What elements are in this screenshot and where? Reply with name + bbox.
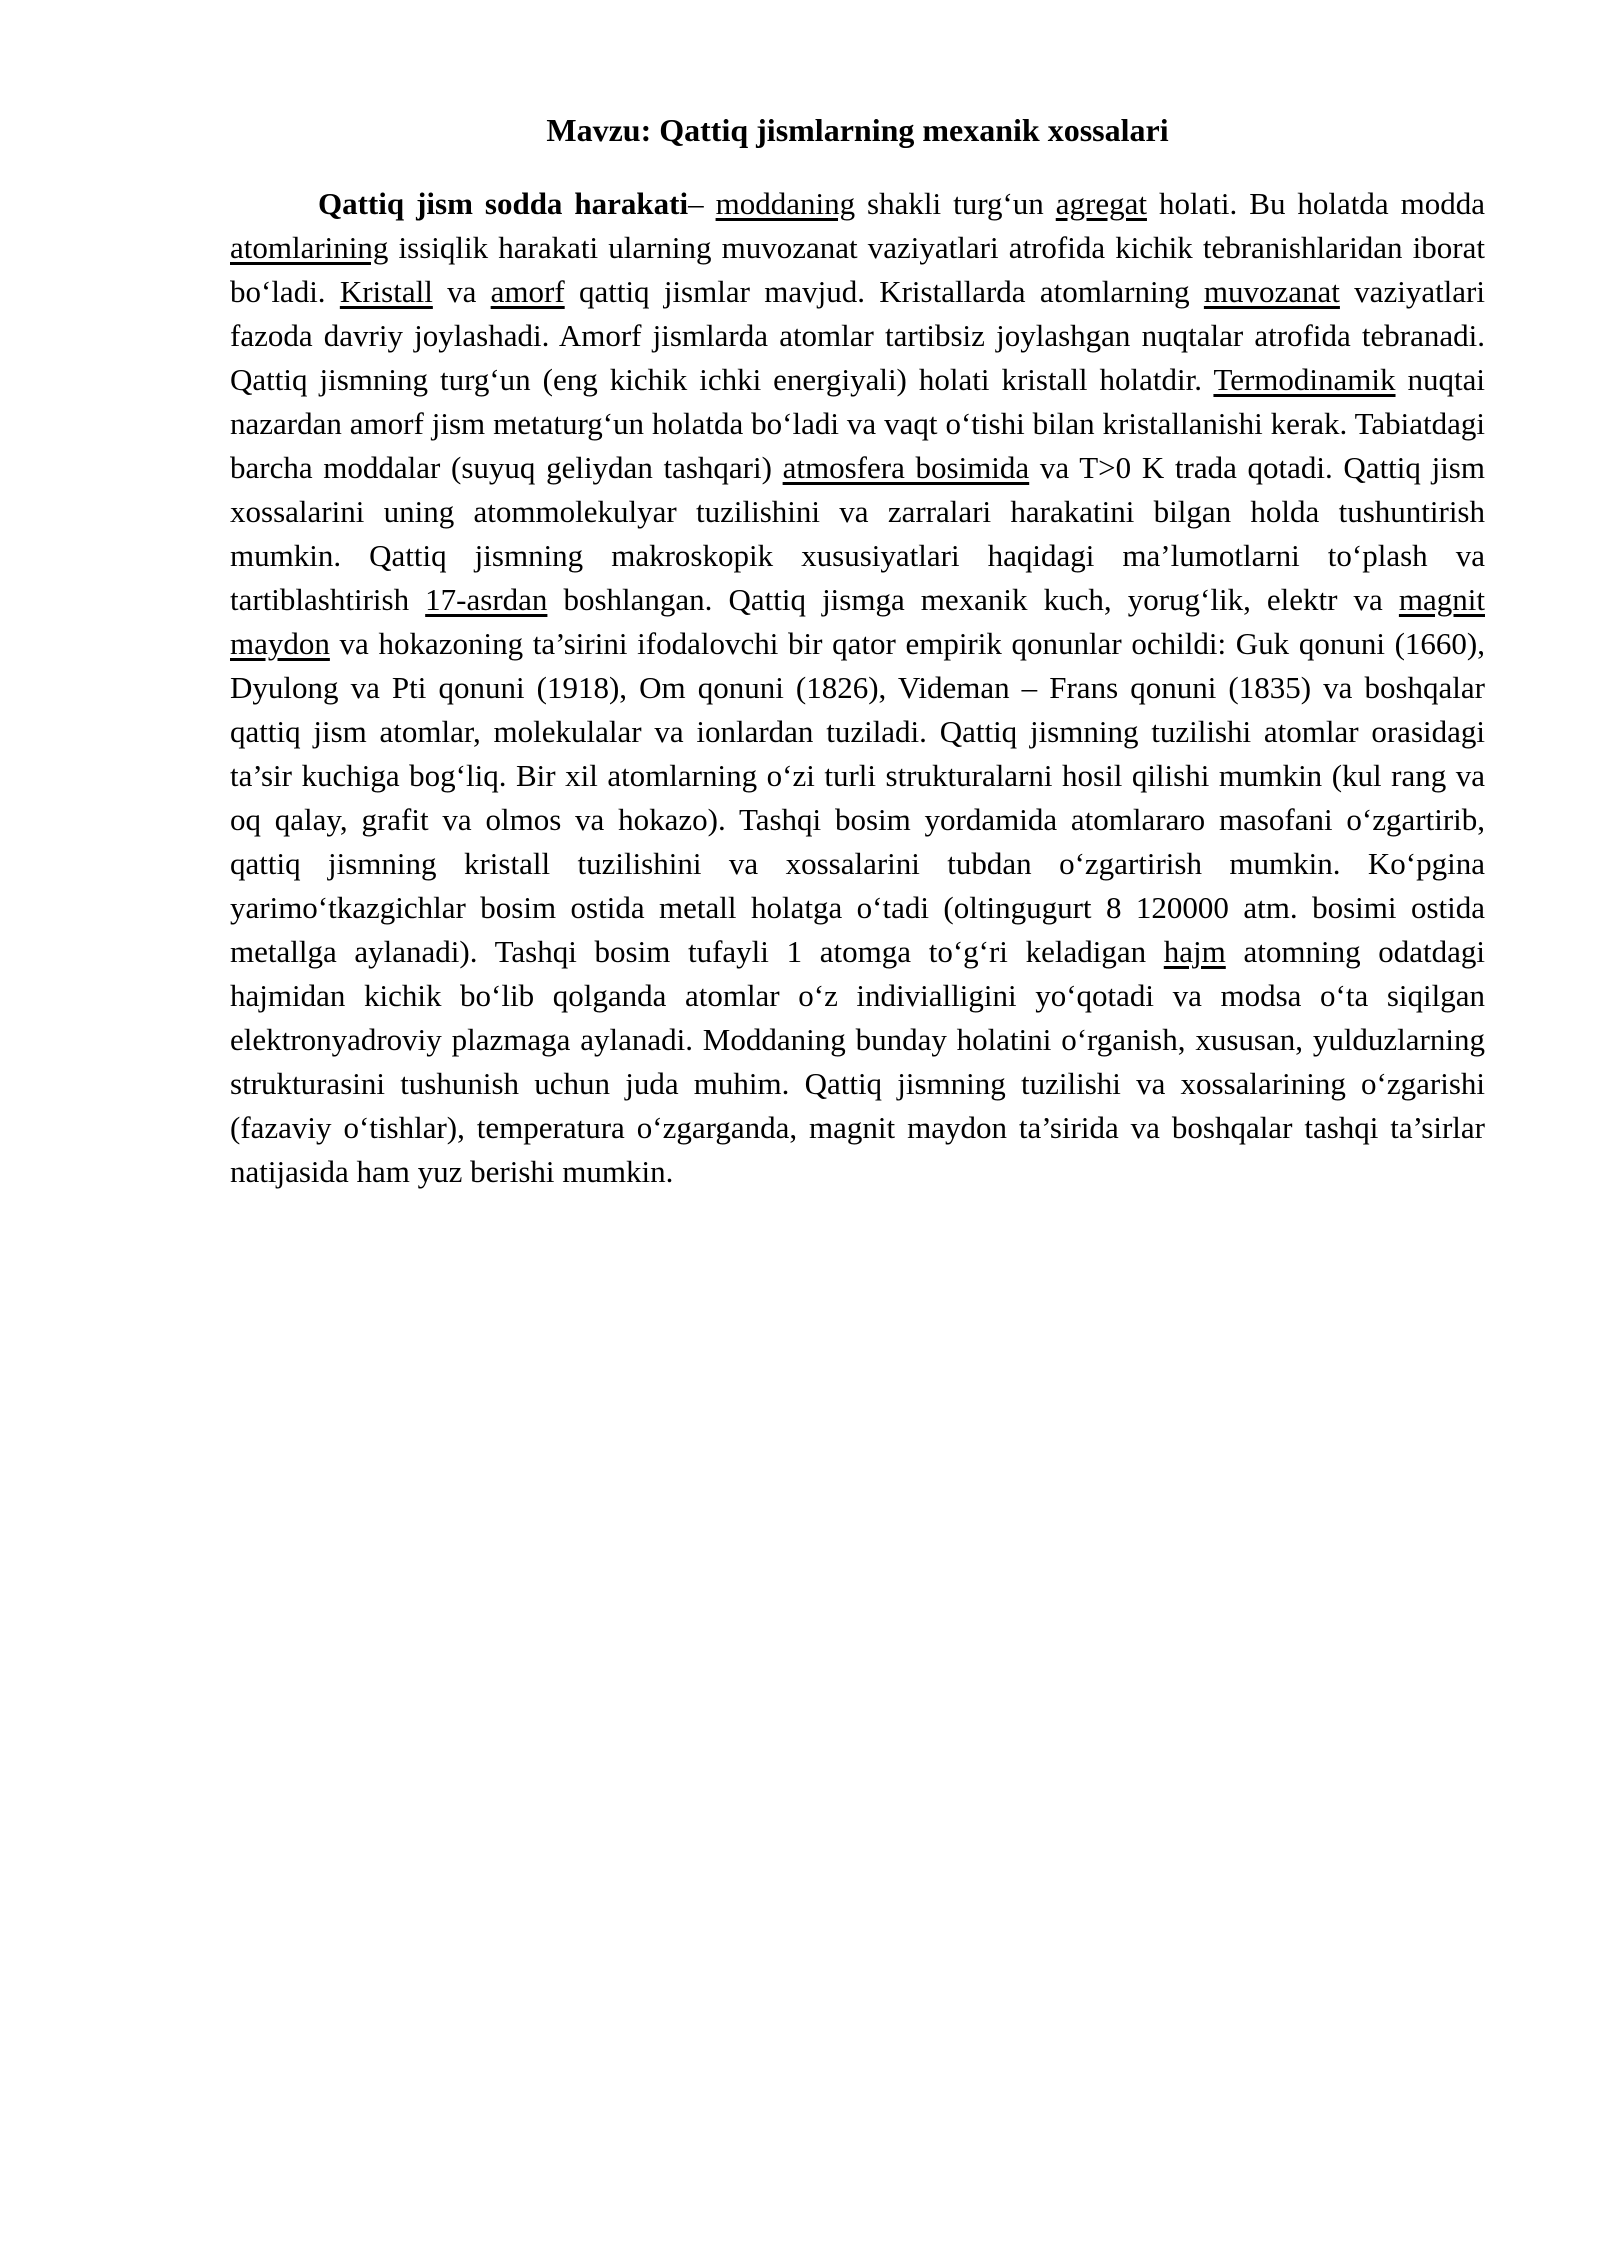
text-segment: boshlangan. Qattiq jismga mexanik kuch, yorug‘lik, elektr va — [547, 582, 1399, 617]
underlined-term: Kristall — [339, 274, 433, 309]
document-title: Mavzu: Qattiq jismlarning mexanik xossalari — [546, 112, 1169, 148]
text-segment: vaziyatlari fazoda davriy joylashadi. Amorf jismlarda atomlar tartibsiz joylashgan nuqtalar atrofida tebranadi. Qattiq jismning turg‘un (eng kichik ichki energiyali) holati kristall holatdir. — [230, 274, 1485, 397]
text-segment: issiqlik harakati ularning muvozanat vaziyatlari atrofida kichik tebranishlaridan iborat bo‘ladi. — [230, 230, 1485, 309]
text-segment: va hokazoning ta’sirini ifodalovchi bir qator empirik qonunlar ochildi: Guk qonuni (1660), Dyulong va Pti qonuni (1918), Om qonuni (1826), Videman – Frans qonuni (1835) va boshqalar qattiq jism atomlar, molekulalar va ionlardan tuziladi. Qattiq jismning tuzilishi atomlar orasidagi ta’sir kuchiga bog‘liq. Bir xil atomlarning o‘zi turli strukturalarni hosil qilishi mumkin (kul rang va oq qalay, grafit va olmos va hokazo). Tashqi bosim yordamida atomlararo masofani o‘zgartirib, qattiq jismning kristall tuzilishini va xossalarini tubdan o‘zgartirish mumkin. Ko‘pgina yarimo‘tkazgichlar bosim ostida metall holatga o‘tadi (oltingugurt 8 120000 atm. bosimi ostida metallga aylanadi). Tashqi bosim tufayli 1 atomga to‘g‘ri keladigan — [230, 626, 1485, 969]
text-segment: shakli turg‘un — [855, 186, 1056, 221]
underlined-term: Termodinamik — [1213, 362, 1396, 397]
text-segment: nuqtai nazardan amorf jism metaturg‘un holatda bo‘ladi va vaqt o‘tishi bilan kristallanishi kerak. Tabiatdagi barcha moddalar (suyuq geliydan tashqari) — [230, 362, 1485, 485]
underlined-term: moddaning — [715, 186, 856, 221]
text-segment: va T>0 K trada qotadi. Qattiq jism xossalarini uning atommolekulyar tuzilishini va zarralari harakatini bilgan holda tushuntirish mumkin. Qattiq jismning makroskopik xususiyatlari haqidagi ma’lumotlarni to‘plash va tartiblashtirish — [230, 450, 1485, 617]
underlined-term: muvozanat — [1203, 274, 1340, 309]
underlined-term: magnit maydon — [230, 582, 1485, 661]
text-segment: qattiq jismlar mavjud. Kristallarda atomlarning — [564, 274, 1204, 309]
underlined-term: amorf — [490, 274, 565, 309]
body-paragraph — [230, 182, 1485, 1194]
underlined-term: hajm — [1163, 934, 1226, 969]
text-segment: atomning odatdagi hajmidan kichik bo‘lib qolganda atomlar o‘z indivialligini yo‘qotadi va modsa o‘ta siqilgan elektronyadroviy plazmaga aylanadi. Moddaning bunday holatini o‘rganish, xususan, yulduzlarning strukturasini tushunish uchun juda muhim. Qattiq jismning tuzilishi va xossalarining o‘zgarishi (fazaviy o‘tishlar), temperatura o‘zgarganda, magnit maydon ta’sirida va boshqalar tashqi ta’sirlar natijasida ham yuz berishi mumkin. — [230, 934, 1485, 1189]
text-segment-bold-lead: Qattiq jism sodda harakati — [318, 186, 689, 221]
underlined-term: agregat — [1055, 186, 1147, 221]
text-segment: – — [688, 186, 716, 221]
text-segment: va — [432, 274, 491, 309]
underlined-term: 17-asrdan — [425, 582, 548, 617]
underlined-term: atomlarining — [230, 230, 389, 265]
text-segment: holati. Bu holatda modda — [1146, 186, 1486, 221]
underlined-term: atmosfera bosimida — [782, 450, 1030, 485]
